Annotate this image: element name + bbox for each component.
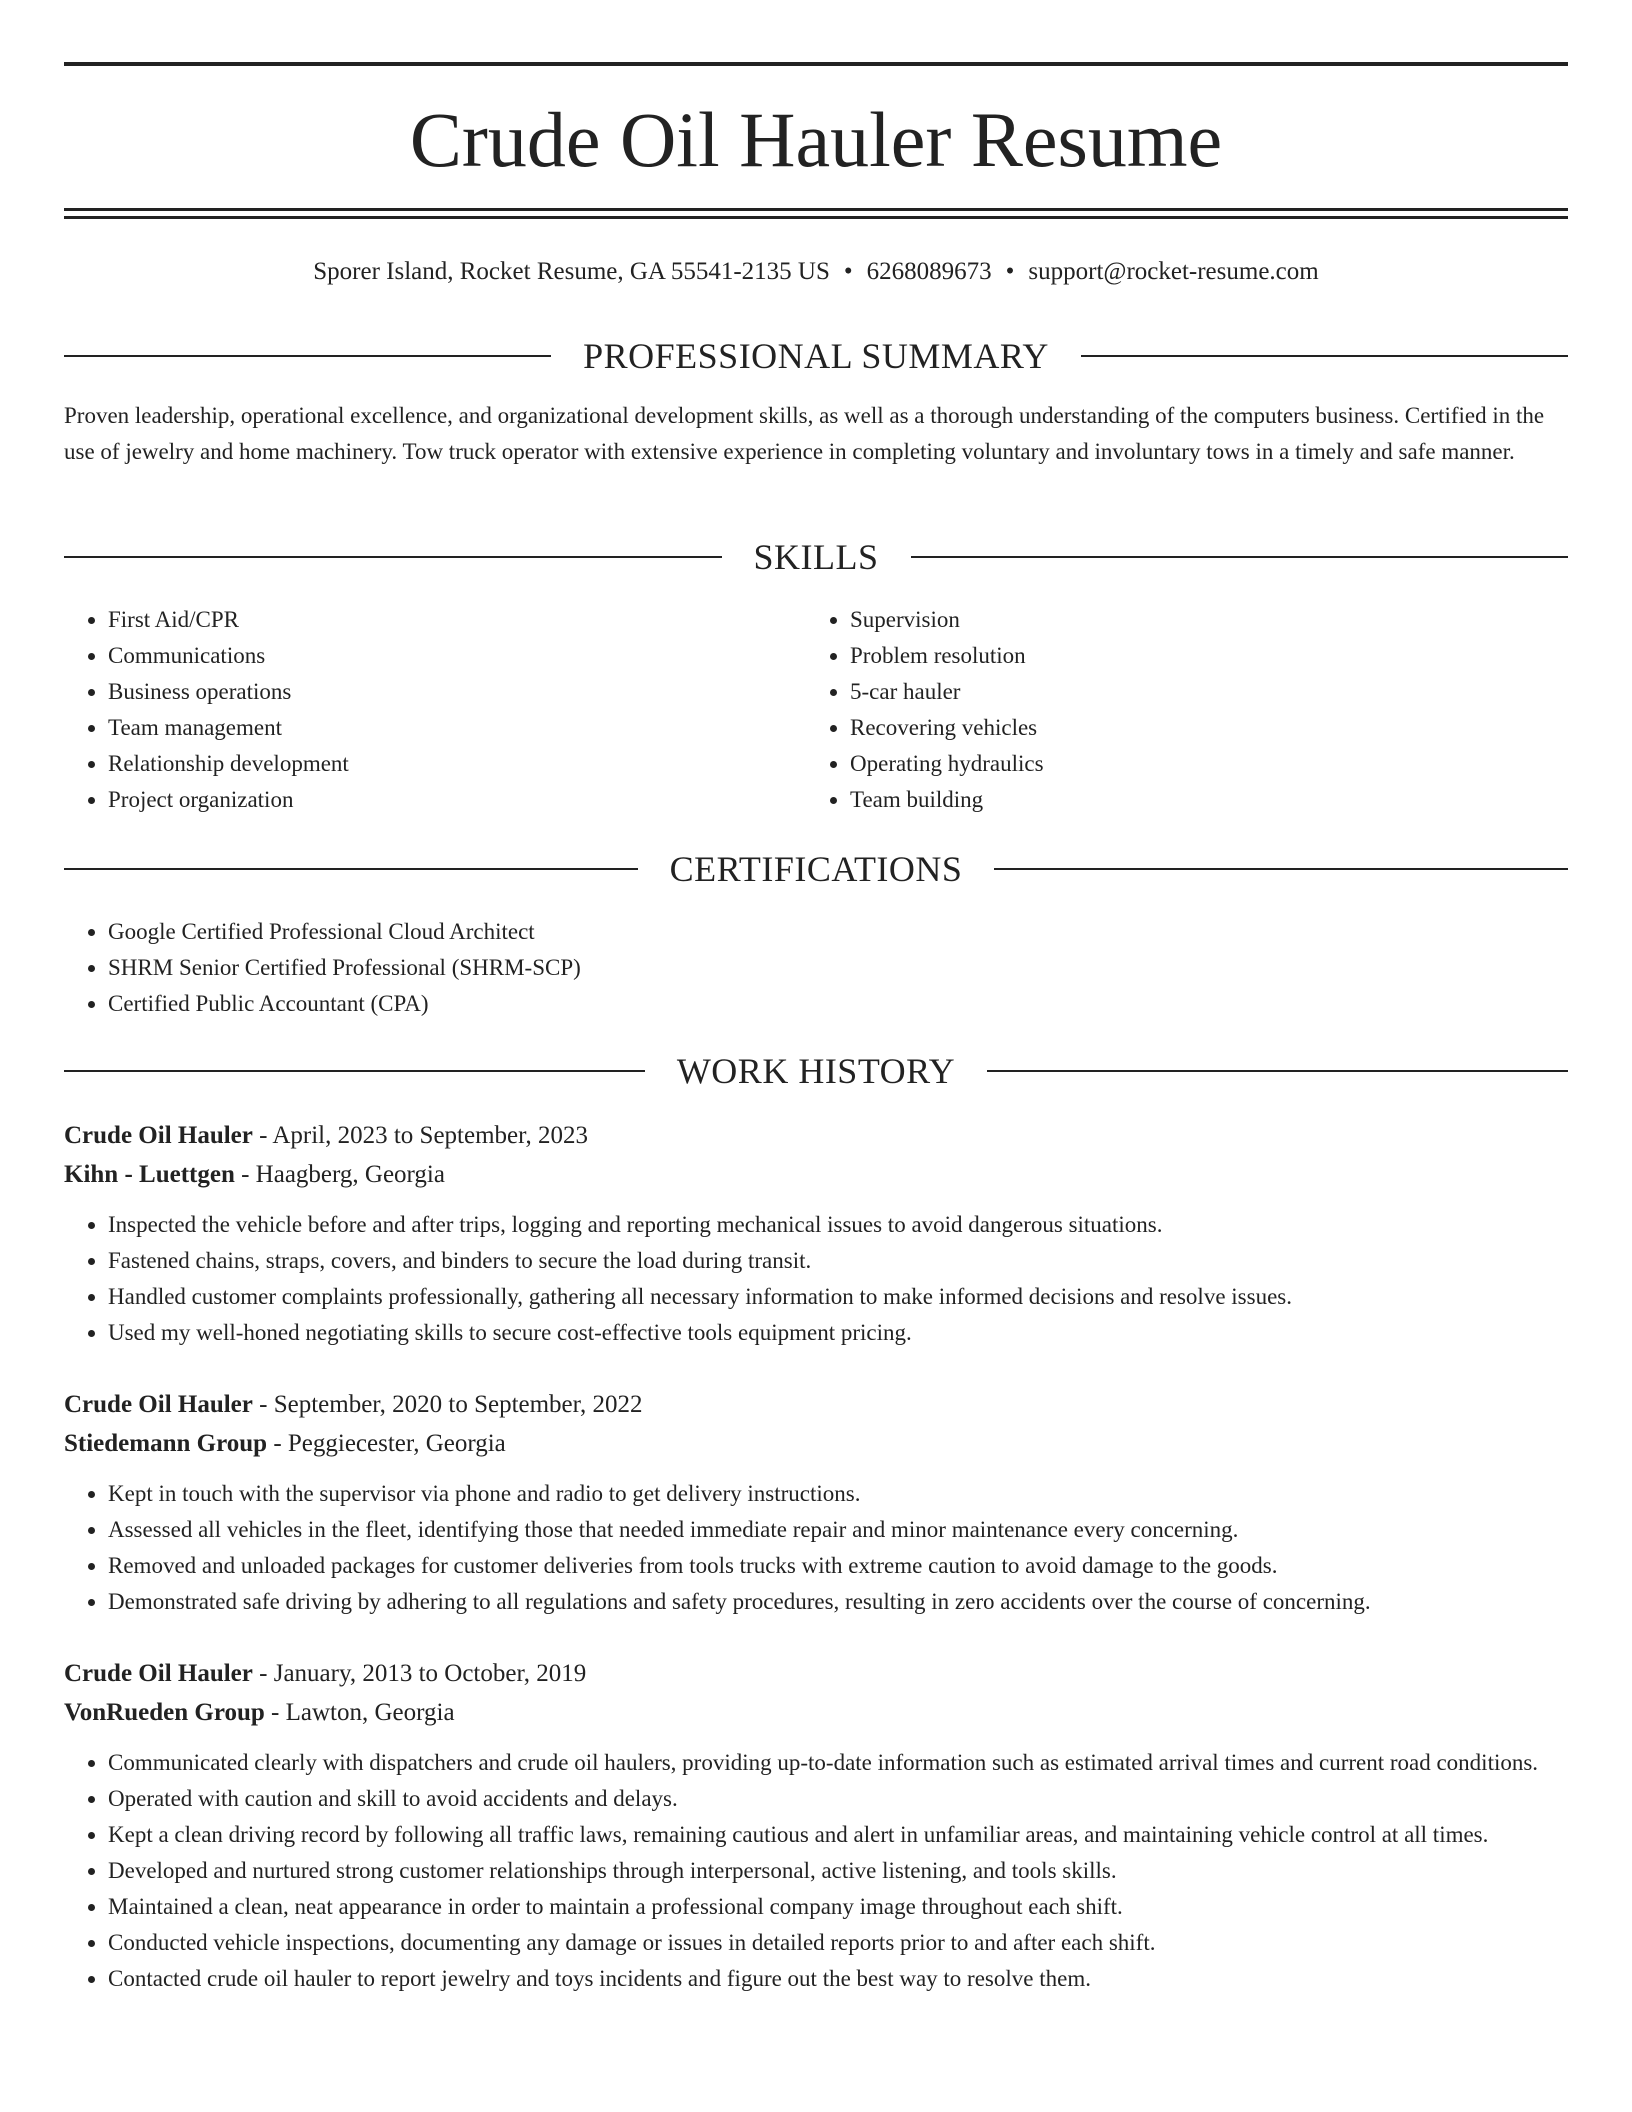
skills-list-right <box>806 602 1590 818</box>
job-role-line <box>64 1654 1568 1693</box>
list-item: • First Aid/CPR <box>108 602 848 638</box>
list-item: • Inspected the vehicle before and after trips, logging and reporting mechanical issues to avoid dangerous situations. <box>108 1207 1568 1243</box>
job-dates: - January, 2013 to October, 2019 <box>252 1660 587 1687</box>
list-item: • Project organization <box>108 782 848 818</box>
job-dates: - April, 2023 to September, 2023 <box>252 1122 588 1149</box>
page-title: Crude Oil Hauler Resume <box>409 96 1223 183</box>
list-item: • Communications <box>108 638 848 674</box>
contact-separator: • <box>843 258 853 285</box>
job-location: - Lawton, Georgia <box>264 1699 455 1726</box>
contact-email: support@rocket-resume.com <box>1028 258 1319 285</box>
section-heading-summary <box>64 334 1568 378</box>
heading-rule <box>64 355 551 357</box>
section-heading-work-history <box>64 1049 1568 1093</box>
list-item: • Operating hydraulics <box>850 746 1590 782</box>
list-item: • Conducted vehicle inspections, documenting any damage or issues in detailed reports prior to and after each shift. <box>108 1925 1568 1961</box>
list-item: • Maintained a clean, neat appearance in order to maintain a professional company image throughout each shift. <box>108 1889 1568 1925</box>
top-rule <box>64 62 1568 66</box>
list-item: • Supervision <box>850 602 1590 638</box>
list-item: • SHRM Senior Certified Professional (SHRM-SCP) <box>108 950 1612 986</box>
list-item: • 5-car hauler <box>850 674 1590 710</box>
heading-rule <box>911 556 1569 558</box>
job-bullets <box>64 1745 1568 1997</box>
job-role-line <box>64 1116 1568 1155</box>
job-title: Crude Oil Hauler <box>64 1391 253 1418</box>
job-bullets <box>64 1476 1568 1620</box>
list-item: • Kept in touch with the supervisor via phone and radio to get delivery instructions. <box>108 1476 1568 1512</box>
job-org-line <box>64 1155 1568 1194</box>
contact-separator: • <box>1005 258 1015 285</box>
list-item: • Communicated clearly with dispatchers and crude oil haulers, providing up-to-date information such as estimated arrival times and current road conditions. <box>108 1745 1568 1781</box>
heading-rule <box>64 556 722 558</box>
job-role-line <box>64 1385 1568 1424</box>
skills-list-left <box>64 602 848 818</box>
contact-phone: 6268089673 <box>866 258 992 285</box>
job-location: - Haagberg, Georgia <box>234 1161 445 1188</box>
list-item: • Handled customer complaints professionally, gathering all necessary information to make informed decisions and resolve issues. <box>108 1279 1568 1315</box>
list-item: • Developed and nurtured strong customer relationships through interpersonal, active listening, and tools skills. <box>108 1853 1568 1889</box>
list-item: • Assessed all vehicles in the fleet, identifying those that needed immediate repair and minor maintenance every concerning. <box>108 1512 1568 1548</box>
heading-rule <box>994 868 1568 870</box>
job-company: Stiedemann Group <box>64 1430 268 1457</box>
heading-rule <box>64 868 638 870</box>
list-item: • Demonstrated safe driving by adhering to all regulations and safety procedures, resulting in zero accidents over the course of concerning. <box>108 1584 1568 1620</box>
job-title: Crude Oil Hauler <box>64 1660 253 1687</box>
list-item: • Business operations <box>108 674 848 710</box>
list-item: • Fastened chains, straps, covers, and binders to secure the load during transit. <box>108 1243 1568 1279</box>
job-org-line <box>64 1693 1568 1732</box>
job-company: VonRueden Group <box>64 1699 265 1726</box>
list-item: • Certified Public Accountant (CPA) <box>108 986 1612 1022</box>
list-item: • Used my well-honed negotiating skills to secure cost-effective tools equipment pricing. <box>108 1315 1568 1351</box>
list-item: • Recovering vehicles <box>850 710 1590 746</box>
section-title: WORK HISTORY <box>676 1051 956 1091</box>
list-item: • Team building <box>850 782 1590 818</box>
section-title: SKILLS <box>753 537 879 577</box>
job-dates: - September, 2020 to September, 2022 <box>252 1391 643 1418</box>
list-item: • Relationship development <box>108 746 848 782</box>
list-item: • Contacted crude oil hauler to report jewelry and toys incidents and figure out the best way to resolve them. <box>108 1961 1568 1997</box>
list-item: • Operated with caution and skill to avoid accidents and delays. <box>108 1781 1568 1817</box>
section-heading-certifications <box>64 847 1568 891</box>
title-rule-lower <box>64 216 1568 219</box>
section-title: CERTIFICATIONS <box>669 849 963 889</box>
contact-line <box>64 254 1568 290</box>
list-item: • Kept a clean driving record by following all traffic laws, remaining cautious and alert in unfamiliar areas, and maintaining vehicle control at all times. <box>108 1817 1568 1853</box>
section-heading-skills <box>64 535 1568 579</box>
certifications-list <box>64 914 1612 1022</box>
list-item: • Removed and unloaded packages for customer deliveries from tools trucks with extreme caution to avoid damage to the goods. <box>108 1548 1568 1584</box>
job-entry <box>64 1116 1568 1351</box>
list-item: • Team management <box>108 710 848 746</box>
job-location: - Peggiecester, Georgia <box>267 1430 506 1457</box>
section-title: PROFESSIONAL SUMMARY <box>583 336 1049 376</box>
job-org-line <box>64 1424 1568 1463</box>
list-item: • Google Certified Professional Cloud Architect <box>108 914 1612 950</box>
heading-rule <box>1081 355 1568 357</box>
title-rule-upper <box>64 208 1568 211</box>
job-title: Crude Oil Hauler <box>64 1122 253 1149</box>
heading-rule <box>987 1070 1568 1072</box>
summary-text: Proven leadership, operational excellence, and organizational development skills, as well as a thorough understanding of the computers business. Certified in the use of jewelry and home machinery. Tow truck operator with extensive experience in completing voluntary and involuntary tows in a timely and safe manner. <box>64 403 1545 464</box>
list-item: • Problem resolution <box>850 638 1590 674</box>
heading-rule <box>64 1070 645 1072</box>
contact-address: Sporer Island, Rocket Resume, GA 55541-2135 US <box>313 258 830 285</box>
job-entry <box>64 1385 1568 1620</box>
job-bullets <box>64 1207 1568 1351</box>
job-company: Kihn - Luettgen <box>64 1161 235 1188</box>
job-entry <box>64 1654 1568 1997</box>
